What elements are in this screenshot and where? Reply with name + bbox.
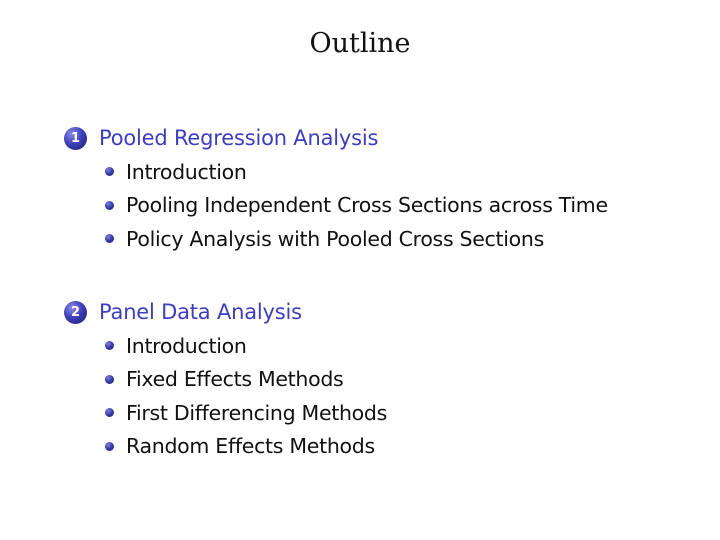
list-item-label: Policy Analysis with Pooled Cross Sections — [126, 226, 544, 251]
numbered-ball-icon: 1 — [64, 127, 87, 150]
bullet-ball-icon — [105, 442, 114, 451]
list-item-label: Pooling Independent Cross Sections across Time — [126, 193, 608, 218]
section-item-list — [64, 155, 608, 256]
list-item — [105, 189, 608, 223]
bullet-ball-icon — [105, 408, 114, 417]
section-header — [64, 295, 387, 329]
list-item-label: Random Effects Methods — [126, 434, 375, 459]
slide-title: Outline — [309, 28, 411, 59]
bullet-ball-icon — [105, 341, 114, 350]
bullet-ball-icon — [105, 201, 114, 210]
section-title: Pooled Regression Analysis — [99, 126, 379, 150]
list-item — [105, 329, 387, 363]
list-item-label: Introduction — [126, 333, 247, 358]
outline-section-2 — [64, 295, 387, 463]
list-item-label: First Differencing Methods — [126, 400, 388, 425]
list-item — [105, 430, 387, 464]
section-header — [64, 121, 608, 155]
bullet-ball-icon — [105, 375, 114, 384]
list-item — [105, 363, 387, 397]
list-item — [105, 155, 608, 189]
list-item — [105, 396, 387, 430]
list-item — [105, 222, 608, 256]
list-item-label: Fixed Effects Methods — [126, 367, 344, 392]
bullet-ball-icon — [105, 167, 114, 176]
section-item-list — [64, 329, 387, 463]
outline-section-1 — [64, 121, 608, 256]
numbered-ball-icon: 2 — [64, 301, 87, 324]
section-title: Panel Data Analysis — [99, 300, 302, 324]
bullet-ball-icon — [105, 234, 114, 243]
list-item-label: Introduction — [126, 159, 247, 184]
